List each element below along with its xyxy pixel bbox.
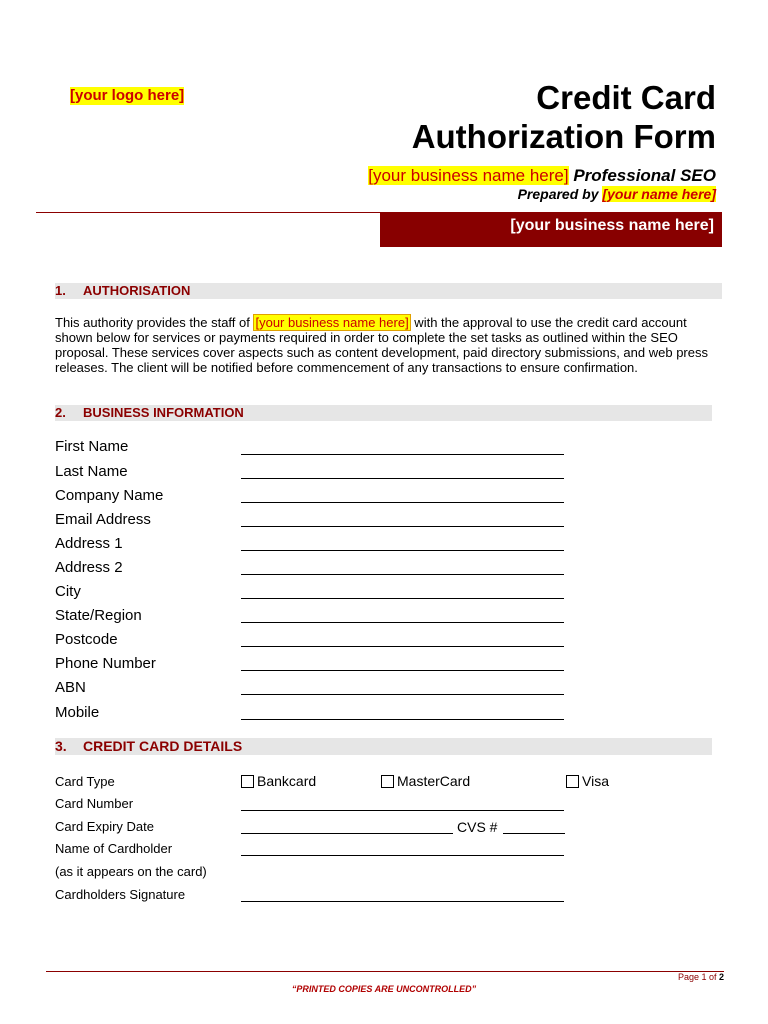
email-address-input-line[interactable] — [241, 526, 564, 527]
card-option-mastercard[interactable] — [381, 773, 470, 789]
card-expiry-input-line[interactable] — [241, 833, 453, 834]
authorisation-paragraph — [55, 315, 715, 375]
field-label-phone-number: Phone Number — [55, 655, 156, 672]
field-label-last-name: Last Name — [55, 463, 128, 480]
field-label-company-name: Company Name — [55, 487, 164, 504]
card-number-input-line[interactable] — [241, 810, 564, 811]
state-region-input-line[interactable] — [241, 622, 564, 623]
field-label-mobile: Mobile — [55, 704, 100, 721]
uncontrolled-notice: “PRINTED COPIES ARE UNCONTROLLED” — [291, 984, 477, 994]
cardholder-note: (as it appears on the card) — [55, 864, 207, 879]
card-number-label: Card Number — [55, 796, 134, 811]
postcode-input-line[interactable] — [241, 646, 564, 647]
cvs-label: CVS # — [457, 819, 498, 835]
form-title — [412, 78, 716, 156]
first-name-input-line[interactable] — [241, 454, 564, 455]
visa-label: Visa — [582, 773, 609, 789]
field-label-email-address: Email Address — [55, 511, 151, 528]
mobile-input-line[interactable] — [241, 719, 564, 720]
mastercard-checkbox[interactable] — [381, 775, 394, 788]
title-line-1: Credit Card — [536, 79, 716, 116]
field-label-postcode: Postcode — [55, 631, 118, 648]
section-title: BUSINESS INFORMATION — [83, 405, 244, 420]
section-credit-card-heading — [55, 738, 712, 755]
field-label-address-2: Address 2 — [55, 559, 123, 576]
name-placeholder: [your name here] — [602, 186, 716, 202]
cardholder-name-label: Name of Cardholder — [55, 841, 173, 856]
prepared-by-line — [518, 186, 716, 203]
signature-input-line[interactable] — [241, 901, 564, 902]
field-label-state-region: State/Region — [55, 607, 142, 624]
section-number: 1. — [55, 283, 66, 298]
section-authorisation-heading — [55, 283, 722, 299]
mastercard-label: MasterCard — [397, 773, 471, 789]
business-banner: [your business name here] — [380, 213, 722, 247]
abn-input-line[interactable] — [241, 694, 564, 695]
card-type-label: Card Type — [55, 774, 115, 789]
page-prefix: Page 1 of — [677, 972, 719, 982]
card-option-visa[interactable] — [566, 773, 609, 789]
cvs-input-line[interactable] — [503, 833, 565, 834]
field-label-address-1: Address 1 — [55, 535, 123, 552]
card-option-bankcard[interactable] — [241, 773, 316, 789]
phone-number-input-line[interactable] — [241, 670, 564, 671]
cardholder-name-input-line[interactable] — [241, 855, 564, 856]
business-placeholder: [your business name here] — [368, 166, 569, 185]
business-line — [368, 165, 716, 186]
last-name-input-line[interactable] — [241, 478, 564, 479]
page-number — [678, 972, 724, 982]
paragraph-text-end: with the approval to use the credit card account shown below for services or payments required in order to complete the set tasks as outlined within the SEO proposal. These services cover aspects such as content development, paid directory submissions, and web press releases. The client will be notified before commencement of any transactions to ensure confirmation. — [55, 315, 708, 375]
field-label-first-name: First Name — [55, 438, 129, 455]
bankcard-checkbox[interactable] — [241, 775, 254, 788]
service-name: Professional SEO — [573, 166, 716, 185]
page-total: 2 — [718, 972, 724, 982]
paragraph-text-start: This authority provides the staff of — [55, 315, 254, 330]
bankcard-label: Bankcard — [257, 773, 317, 789]
city-input-line[interactable] — [241, 598, 564, 599]
visa-checkbox[interactable] — [566, 775, 579, 788]
title-line-2: Authorization Form — [411, 118, 716, 155]
card-expiry-label: Card Expiry Date — [55, 819, 154, 834]
address-2-input-line[interactable] — [241, 574, 564, 575]
footer-rule — [46, 971, 724, 972]
field-label-abn: ABN — [55, 679, 86, 696]
signature-label: Cardholders Signature — [55, 887, 186, 902]
section-business-heading — [55, 405, 712, 421]
prepared-by-label: Prepared by — [517, 186, 599, 202]
business-placeholder-inline: [your business name here] — [255, 315, 409, 330]
company-name-input-line[interactable] — [241, 502, 564, 503]
section-title: CREDIT CARD DETAILS — [83, 738, 243, 754]
logo-placeholder: [your logo here] — [70, 87, 185, 104]
address-1-input-line[interactable] — [241, 550, 564, 551]
section-title: AUTHORISATION — [83, 283, 191, 298]
section-number: 2. — [55, 405, 66, 420]
field-label-city: City — [55, 583, 81, 600]
section-number: 3. — [55, 738, 67, 754]
